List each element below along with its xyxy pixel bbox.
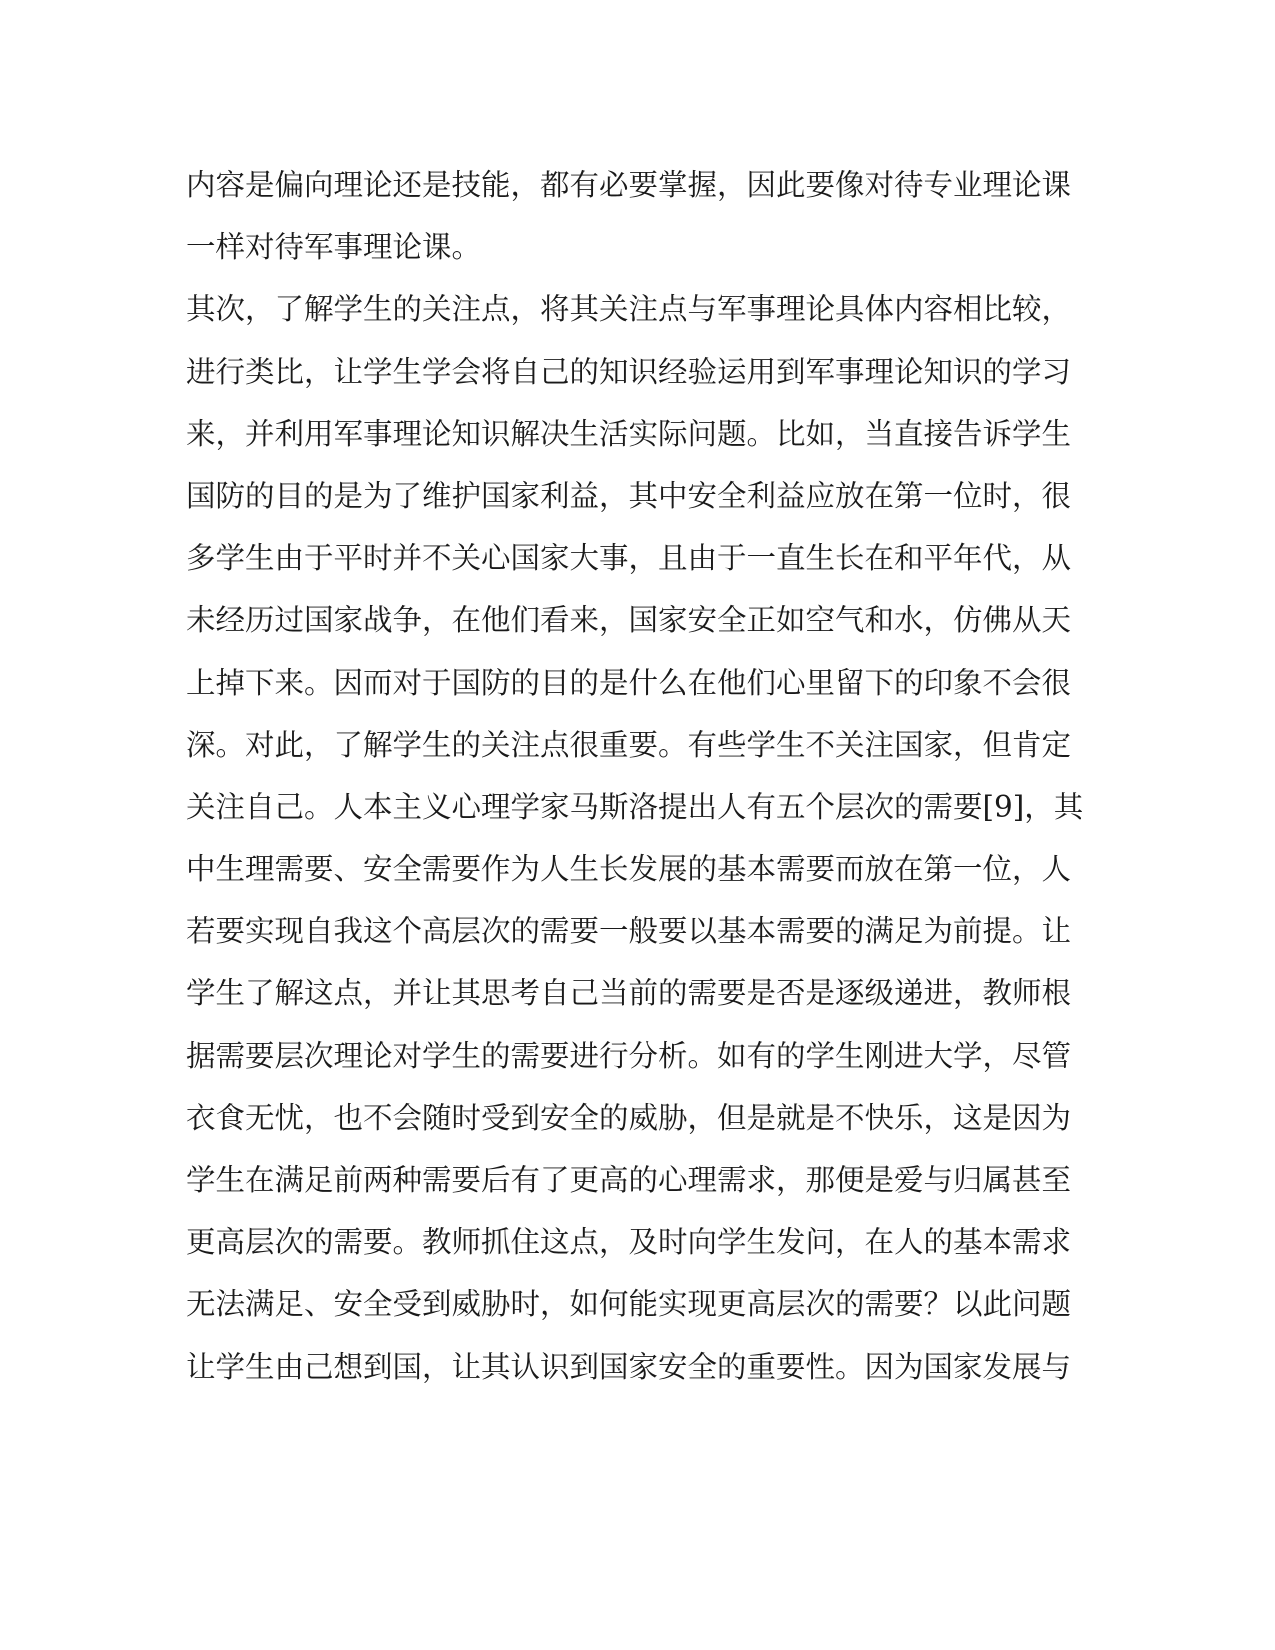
text-line: 上掉下来。因而对于国防的目的是什么在他们心里留下的印象不会很 xyxy=(186,665,1072,700)
text-line: 衣食无忧，也不会随时受到安全的威胁，但是就是不快乐，这是因为 xyxy=(186,1100,1072,1135)
text-line: 其次，了解学生的关注点，将其关注点与军事理论具体内容相比较， xyxy=(186,292,1072,327)
text-line: 中生理需要、安全需要作为人生长发展的基本需要而放在第一位，人 xyxy=(186,852,1072,887)
text-line: 无法满足、安全受到威胁时，如何能实现更高层次的需要？以此问题 xyxy=(186,1287,1072,1322)
text-line: 进行类比，让学生学会将自己的知识经验运用到军事理论知识的学习 xyxy=(186,354,1072,389)
text-line: 让学生由己想到国，让其认识到国家安全的重要性。因为国家发展与 xyxy=(186,1349,1072,1384)
text-line: 学生了解这点，并让其思考自己当前的需要是否是逐级递进，教师根 xyxy=(186,976,1072,1011)
text-line: 未经历过国家战争，在他们看来，国家安全正如空气和水，仿佛从天 xyxy=(186,603,1072,638)
text-line: 深。对此，了解学生的关注点很重要。有些学生不关注国家，但肯定 xyxy=(186,727,1072,762)
text-line: 内容是偏向理论还是技能，都有必要掌握，因此要像对待专业理论课 xyxy=(186,168,1072,202)
text-line: 学生在满足前两种需要后有了更高的心理需求，那便是爱与归属甚至 xyxy=(186,1163,1072,1197)
text-line: 来，并利用军事理论知识解决生活实际问题。比如，当直接告诉学生 xyxy=(186,416,1072,451)
text-line: 据需要层次理论对学生的需要进行分析。如有的学生刚进大学，尽管 xyxy=(186,1038,1072,1073)
body-text xyxy=(186,154,1086,1398)
text-line: 国防的目的是为了维护国家利益，其中安全利益应放在第一位时，很 xyxy=(186,478,1072,513)
text-line: 一样对待军事理论课。 xyxy=(186,230,482,265)
text-line: 若要实现自我这个高层次的需要一般要以基本需要的满足为前提。让 xyxy=(186,914,1072,949)
text-line: 多学生由于平时并不关心国家大事，且由于一直生长在和平年代，从 xyxy=(186,541,1072,576)
text-line: 关注自己。人本主义心理学家马斯洛提出人有五个层次的需要[9]，其 xyxy=(186,789,1084,824)
text-line: 更高层次的需要。教师抓住这点，及时向学生发问，在人的基本需求 xyxy=(186,1225,1072,1260)
